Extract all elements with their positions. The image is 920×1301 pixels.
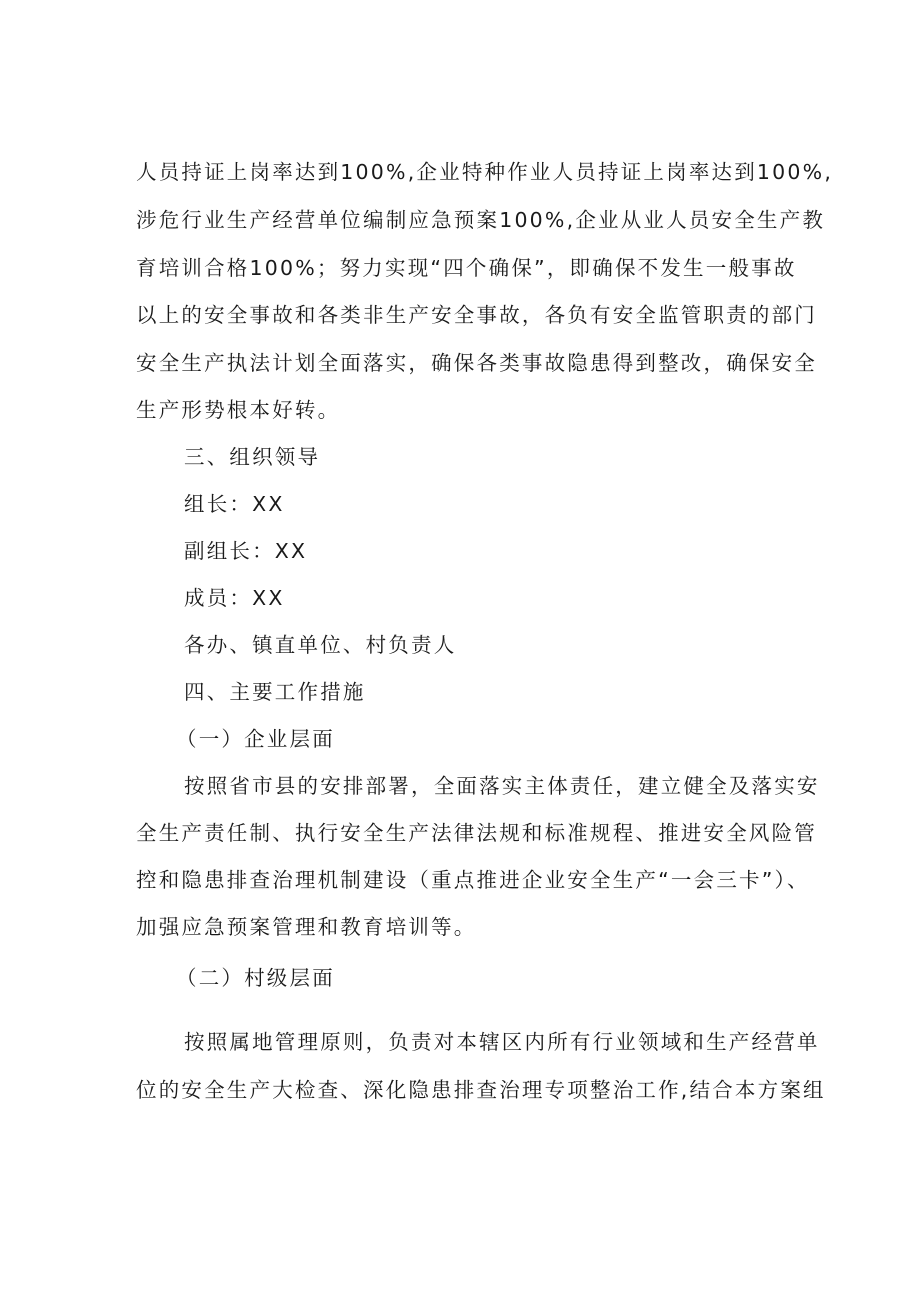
team-leader-line: 组长：XX [184, 492, 285, 516]
body-text-line: 以上的安全事故和各类非生产安全事故，各负有安全监管职责的部门 [136, 303, 817, 327]
section-heading-3: 三、组织领导 [184, 445, 321, 469]
body-text-line: 加强应急预案管理和教育培训等。 [136, 915, 477, 939]
deputy-leader-line: 副组长：XX [184, 539, 308, 563]
body-text-line: 全生产责任制、执行安全生产法律法规和标准规程、推进安全风险管 [136, 821, 817, 845]
body-text-line: 涉危行业生产经营单位编制应急预案100%,企业从业人员安全生产教 [136, 208, 826, 232]
body-text-line: 人员持证上岗率达到100%,企业特种作业人员持证上岗率达到100%, [136, 160, 834, 184]
body-text-line: 按照属地管理原则，负责对本辖区内所有行业领域和生产经营单 [184, 1030, 820, 1054]
body-text-line: 安全生产执法计划全面落实，确保各类事故隐患得到整改，确保安全 [136, 351, 817, 375]
section-heading-4: 四、主要工作措施 [184, 680, 366, 704]
body-text-line: 控和隐患排查治理机制建设（重点推进企业安全生产“一会三卡”）、 [136, 868, 810, 892]
subsection-heading-enterprise: （一）企业层面 [176, 727, 335, 751]
subsection-heading-village: （二）村级层面 [176, 966, 335, 990]
members-line: 成员：XX [184, 586, 285, 610]
responsible-units-line: 各办、镇直单位、村负责人 [184, 633, 457, 657]
body-text-line: 按照省市县的安排部署，全面落实主体责任，建立健全及落实安 [184, 774, 820, 798]
body-text-line: 位的安全生产大检查、深化隐患排查治理专项整治工作,结合本方案组 [136, 1078, 826, 1102]
body-text-line: 生产形势根本好转。 [136, 398, 341, 422]
body-text-line: 育培训合格100%；努力实现“四个确保”，即确保不发生一般事故 [136, 256, 797, 280]
